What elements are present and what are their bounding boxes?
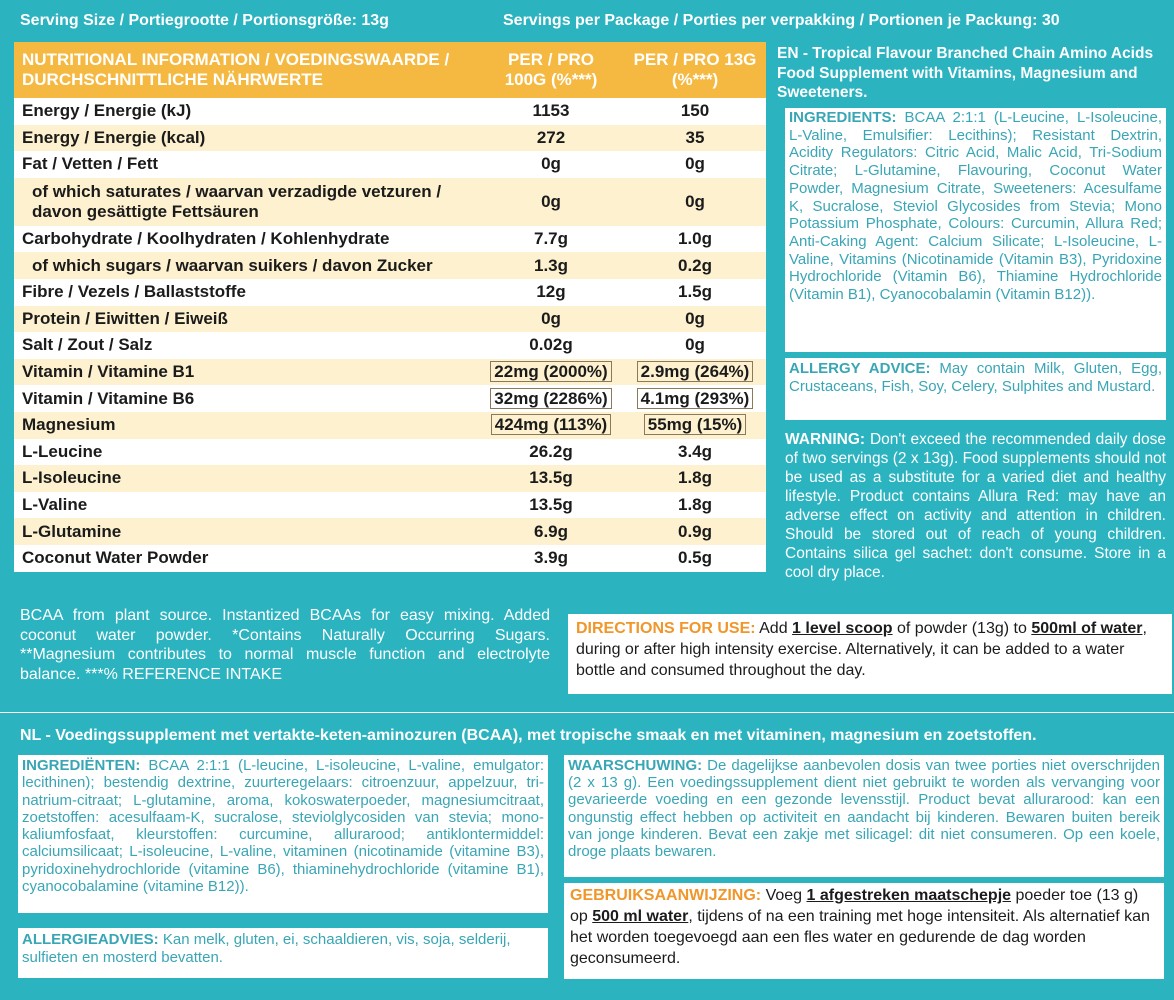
nutrient-name-text: Carbohydrate / Koolhydraten / Kohlenhydrate [22, 229, 390, 249]
nutrient-name-text: Fat / Vetten / Fett [22, 154, 159, 174]
en-directions-part3: , during or after high intensity exercise. Alternatively, it can be added to a water bottle and consumed throughout the day. [576, 620, 1147, 679]
nutrition-row [14, 178, 766, 226]
value-per-100g [478, 492, 624, 519]
nutrient-name-text: Vitamin / Vitamine B6 [22, 388, 195, 408]
column-header-13g: PER / PRO 13G (%***) [624, 42, 766, 98]
nutrient-name-text: L-Isoleucine [22, 468, 122, 488]
nutrition-row [14, 226, 766, 253]
nutrition-row [14, 279, 766, 306]
value-per-13g-text: 0g [685, 154, 705, 174]
value-per-13g-text: 0g [685, 191, 705, 211]
en-ingredients-box [785, 108, 1166, 352]
value-per-100g [478, 125, 624, 152]
value-per-100g-text: 424mg (113%) [491, 414, 611, 435]
nl-allergy-text: Kan melk, gluten, ei, schaaldieren, vis, soja, selderij, sulfieten en mosterd bevatten. [22, 931, 511, 966]
nutrition-header-label: NUTRITIONAL INFORMATION / VOEDINGSWAARDE / DURCHSCHNITTLICHE NÄHRWERTE [14, 42, 478, 98]
value-per-100g-text: 13.5g [529, 468, 573, 488]
nutrient-name [14, 359, 478, 386]
value-per-100g-text: 32mg (2286%) [490, 388, 611, 409]
value-per-100g [478, 332, 624, 359]
nutrient-name [14, 252, 478, 279]
en-warning [785, 430, 1166, 582]
en-directions-label: DIRECTIONS FOR USE: [576, 620, 756, 637]
value-per-13g-text: 1.5g [677, 282, 713, 302]
en-directions-part1: Add [759, 620, 788, 637]
nl-warning-text: De dagelijkse aanbevolen dosis van twee porties niet overschrijden (2 x 13 g). Een voedingssupplement dient niet gebruikt te worden als vervanging voor gevarieerde voeding en een gezonde levensstijl. Product bevat allurarood: kan een ongunstig effect hebben op activiteit en aandacht bij kinderen. Bewaren buiten bereik van jonge kinderen. Bevat een zakje met silicagel: dit niet consumeren. Op een koele, droge plaats bewaren. [568, 757, 1160, 861]
nl-warning-label: WAARSCHUWING: [568, 757, 703, 774]
value-per-100g [478, 279, 624, 306]
nl-directions-part2: poeder toe (13 g) op [570, 887, 1139, 925]
nutrient-name [14, 98, 478, 125]
value-per-100g [478, 178, 624, 226]
value-per-13g [624, 359, 766, 386]
nutrient-name [14, 332, 478, 359]
en-directions-water: 500ml of water [1031, 620, 1143, 637]
nl-ingredients-box [18, 755, 548, 913]
en-allergy-box [785, 358, 1166, 420]
nutrient-name [14, 385, 478, 412]
nl-title: NL - Voedingssupplement met vertakte-keten-aminozuren (BCAA), met tropische smaak en met vitaminen, magnesium en zoetstoffen. [20, 727, 1037, 744]
value-per-13g-text: 0.5g [677, 548, 713, 568]
nutrient-name-text: L-Leucine [22, 441, 103, 461]
en-directions-box [568, 614, 1172, 694]
value-per-13g [624, 279, 766, 306]
en-allergy-text: May contain Milk, Gluten, Egg, Crustaceans, Fish, Soy, Celery, Sulphites and Mustard. [789, 360, 1162, 395]
value-per-13g [624, 151, 766, 178]
value-per-100g-text: 0g [541, 154, 561, 174]
value-per-13g [624, 465, 766, 492]
value-per-13g-text: 1.8g [677, 495, 713, 515]
nutrient-name-text: Salt / Zout / Salz [22, 335, 153, 355]
value-per-13g [624, 125, 766, 152]
value-per-13g [624, 545, 766, 572]
en-ingredients-text: BCAA 2:1:1 (L-Leucine, L-Isoleucine, L-Valine, Emulsifier: Lecithins); Resistant Dextrin, Acidity Regulators: Citric Acid, Malic Acid, Tri-Sodium Citrate; L-Glutamine, Flavouring, Coconut Water Powder, Magnesium Citrate, Sweeteners: Acesulfame K, Sucralose, Steviol Glycosides from Stevia; Mono Potassium Phosphate, Colours: Curcumin, Allura Red; Anti-Caking Agent: Calcium Silicate; L-Isoleucine, L-Valine, Vitamins (Nicotinamide (Vitamin B3), Pyridoxine Hydrochloride (Vitamin B6), Thiamine Hydrochloride (Vitamin B1), Cyanocobalamin (Vitamin B12)). [789, 109, 1162, 304]
value-per-13g [624, 439, 766, 466]
value-per-100g [478, 465, 624, 492]
serving-size: Serving Size / Portiegrootte / Portionsgröße: 13g [20, 12, 389, 29]
value-per-100g-text: 1153 [532, 101, 570, 121]
nutrition-row [14, 492, 766, 519]
value-per-100g [478, 359, 624, 386]
value-per-100g-text: 0g [541, 308, 561, 328]
value-per-100g [478, 545, 624, 572]
nutrition-row [14, 332, 766, 359]
en-allergy-label: ALLERGY ADVICE: [789, 360, 931, 377]
en-title [777, 44, 1162, 103]
nutrient-name-text: L-Glutamine [22, 521, 122, 541]
en-warning-text: Don't exceed the recommended daily dose of two servings (2 x 13g). Food supplements should not be used as a substitute for a varied diet and healthy lifestyle. Product contains Allura Red: may have an adverse effect on activity and attention in children. Should be stored out of reach of young children. Contains silica gel sachet: don't consume. Store in a cool dry place. [785, 431, 1166, 581]
value-per-13g [624, 412, 766, 439]
value-per-13g-text: 1.8g [677, 468, 713, 488]
value-per-13g-text: 35 [685, 127, 705, 147]
nutrition-row [14, 439, 766, 466]
value-per-100g-text: 12g [536, 282, 566, 302]
value-per-100g [478, 226, 624, 253]
nutrient-name [14, 545, 478, 572]
nutrition-row [14, 252, 766, 279]
value-per-100g-text: 13.5g [529, 495, 573, 515]
nl-allergy-label: ALLERGIEADVIES: [22, 931, 159, 948]
nutrient-name-text: Magnesium [22, 415, 116, 435]
nutrition-row [14, 545, 766, 572]
nl-directions-part1: Voeg [765, 887, 803, 904]
value-per-100g-text: 272 [536, 127, 566, 147]
nutrient-name [14, 412, 478, 439]
bcaa-note: BCAA from plant source. Instantized BCAAs for easy mixing. Added coconut water powder. *Contains Naturally Occurring Sugars. **Magnesium contributes to normal muscle function and electrolyte balance. ***% REFERENCE INTAKE [20, 607, 550, 683]
value-per-13g-text: 3.4g [677, 441, 713, 461]
nl-directions-water: 500 ml water [592, 908, 689, 925]
nl-directions-label: GEBRUIKSAANWIJZING: [570, 887, 762, 904]
value-per-100g-text: 0g [541, 191, 561, 211]
nutrient-name [14, 151, 478, 178]
value-per-13g [624, 252, 766, 279]
nutrient-name-text: of which sugars / waarvan suikers / davon Zucker [32, 255, 433, 275]
nutrient-name-text: Energy / Energie (kcal) [22, 127, 206, 147]
nutrient-name-text: Energy / Energie (kJ) [22, 101, 192, 121]
nl-directions-part3: , tijdens of na een training met hoge intensiteit. Als alternatief kan het worden toegevoegd aan een fles water en gedurende de dag worden geconsumeerd. [570, 908, 1150, 967]
nutrient-name [14, 125, 478, 152]
value-per-100g [478, 98, 624, 125]
nutrient-name-text: Vitamin / Vitamine B1 [22, 362, 195, 382]
value-per-13g-text: 150 [680, 101, 710, 121]
nutrition-row [14, 465, 766, 492]
value-per-13g [624, 98, 766, 125]
en-directions-scoop: 1 level scoop [792, 620, 893, 637]
value-per-13g-text: 2.9mg (264%) [637, 361, 754, 382]
servings-per-package: Servings per Package / Porties per verpakking / Portionen je Packung: 30 [503, 12, 1060, 29]
value-per-13g [624, 492, 766, 519]
nl-directions-scoop: 1 afgestreken maatschepje [806, 887, 1012, 904]
value-per-13g-text: 1.0g [677, 229, 713, 249]
nutrition-table [14, 42, 766, 572]
nutrient-name [14, 306, 478, 333]
nutrition-row [14, 518, 766, 545]
nl-ingredients-text: BCAA 2:1:1 (L-leucine, L-isoleucine, L-valine, emulgator: lecithinen); bestendig dextrine, zuurteregelaars: citroenzuur, appelzuur, tri-natrium-citraat; L-glutamine, aroma, kokoswaterpoeder, magnesiumcitraat, zoetstoffen: acesulfaam-K, sucralose, steviolglycosiden van stevia; mono-kaliumfosfaat, kleurstoffen: curcumine, allurarood; antiklontermiddel: calciumsilicaat; L-isoleucine, L-valine, vitaminen (nicotinamide (vitamine B3), pyridoxinehydrochloride (vitamine B6), thiaminehydrochloride (vitamine B1), cyanocobalamine (vitamine B12)). [22, 757, 544, 896]
value-per-13g [624, 518, 766, 545]
nutrition-row [14, 306, 766, 333]
value-per-13g-text: 0.2g [677, 255, 713, 275]
value-per-100g-text: 26.2g [529, 441, 573, 461]
nutrient-name [14, 439, 478, 466]
nutrient-name-text: L-Valine [22, 495, 88, 515]
nutrient-name-text: of which saturates / waarvan verzadigde vetzuren / davon gesättigte Fettsäuren [32, 181, 442, 221]
en-title-text: EN - Tropical Flavour Branched Chain Amino Acids Food Supplement with Vitamins, Magnesium and Sweeteners. [777, 45, 1154, 101]
value-per-100g [478, 306, 624, 333]
nl-ingredients-label: INGREDIËNTEN: [22, 757, 141, 774]
nutrient-name-text: Fibre / Vezels / Ballaststoffe [22, 282, 246, 302]
value-per-13g [624, 178, 766, 226]
value-per-13g-text: 0.9g [677, 521, 713, 541]
nutrient-name-text: Coconut Water Powder [22, 548, 209, 568]
value-per-13g [624, 306, 766, 333]
value-per-100g [478, 518, 624, 545]
nutrient-name [14, 178, 478, 226]
value-per-100g-text: 0.02g [529, 335, 573, 355]
nl-allergy-box [18, 928, 548, 978]
nutrition-row [14, 385, 766, 412]
value-per-100g [478, 151, 624, 178]
nutrition-row [14, 412, 766, 439]
nutrient-name [14, 492, 478, 519]
value-per-13g [624, 385, 766, 412]
nutrition-row [14, 151, 766, 178]
value-per-100g [478, 385, 624, 412]
section-divider [0, 712, 1174, 713]
column-header-100g: PER / PRO 100G (%***) [478, 42, 624, 98]
nl-warning-box [564, 755, 1164, 877]
value-per-13g-text: 4.1mg (293%) [637, 388, 754, 409]
value-per-13g-text: 0g [685, 335, 705, 355]
value-per-100g [478, 252, 624, 279]
nutrition-row [14, 125, 766, 152]
value-per-13g [624, 226, 766, 253]
value-per-100g-text: 3.9g [533, 548, 569, 568]
nutrient-name [14, 465, 478, 492]
nutrient-name-text: Protein / Eiwitten / Eiweiß [22, 308, 228, 328]
value-per-100g-text: 6.9g [533, 521, 569, 541]
en-warning-label: WARNING: [785, 431, 866, 448]
nutrient-name [14, 279, 478, 306]
value-per-100g-text: 7.7g [533, 229, 569, 249]
nutrition-row [14, 359, 766, 386]
en-ingredients-label: INGREDIENTS: [789, 109, 897, 126]
value-per-13g [624, 332, 766, 359]
value-per-100g [478, 412, 624, 439]
value-per-100g [478, 439, 624, 466]
nutrition-row [14, 98, 766, 125]
value-per-100g-text: 22mg (2000%) [490, 361, 611, 382]
nl-directions-box [564, 883, 1164, 979]
value-per-13g-text: 0g [685, 308, 705, 328]
nutrient-name [14, 518, 478, 545]
value-per-13g-text: 55mg (15%) [644, 414, 746, 435]
en-directions-part2: of powder (13g) to [897, 620, 1027, 637]
value-per-100g-text: 1.3g [533, 255, 569, 275]
nutrient-name [14, 226, 478, 253]
